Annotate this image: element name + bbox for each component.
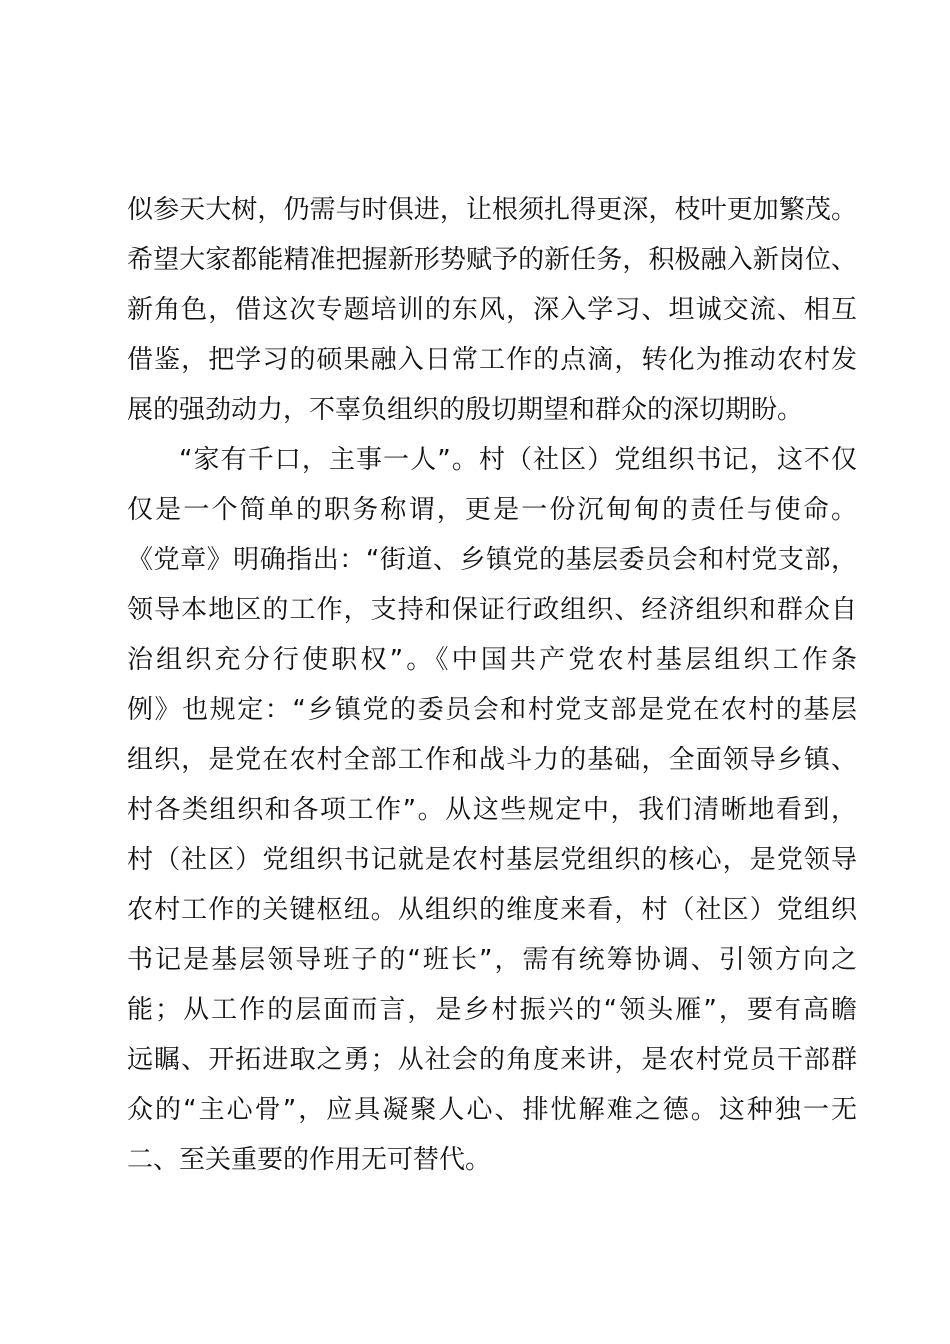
text-line: 希望大家都能精准把握新形势赋予的新任务，积极融入新岗位、 <box>127 245 857 275</box>
text-line: 借鉴，把学习的硕果融入日常工作的点滴，转化为推动农村发 <box>127 345 857 375</box>
text-line: 似参天大树，仍需与时俱进，让根须扎得更深，枝叶更加繁茂。 <box>127 195 857 225</box>
body-text <box>127 185 857 1185</box>
text-line: 领导本地区的工作，支持和保证行政组织、经济组织和群众自 <box>127 595 857 625</box>
text-line: 村各类组织和各项工作”。从这些规定中，我们清晰地看到， <box>127 795 857 825</box>
text-line: “家有千口，主事一人”。村（社区）党组织书记，这不仅 <box>179 445 857 475</box>
text-line: 能；从工作的层面而言，是乡村振兴的“领头雁”，要有高瞻 <box>127 995 857 1025</box>
text-line: 村（社区）党组织书记就是农村基层党组织的核心，是党领导 <box>127 845 857 875</box>
text-line: 农村工作的关键枢纽。从组织的维度来看，村（社区）党组织 <box>127 895 857 925</box>
text-line: 二、至关重要的作用无可替代。 <box>127 1145 492 1175</box>
text-line: 治组织充分行使职权”。《中国共产党农村基层组织工作条 <box>127 645 857 675</box>
text-line: 新角色，借这次专题培训的东风，深入学习、坦诚交流、相互 <box>127 295 857 325</box>
text-line: 组织，是党在农村全部工作和战斗力的基础，全面领导乡镇、 <box>127 745 857 775</box>
text-line: 众的“主心骨”，应具凝聚人心、排忧解难之德。这种独一无 <box>127 1095 857 1125</box>
text-line: 展的强劲动力，不辜负组织的殷切期望和群众的深切期盼。 <box>127 395 804 425</box>
text-line: 《党章》明确指出：“街道、乡镇党的基层委员会和村党支部， <box>127 545 857 575</box>
text-line: 书记是基层领导班子的“班长”，需有统筹协调、引领方向之 <box>127 945 857 975</box>
text-line: 例》也规定：“乡镇党的委员会和村党支部是党在农村的基层 <box>127 695 857 725</box>
text-line: 仅是一个简单的职务称谓，更是一份沉甸甸的责任与使命。 <box>127 495 857 525</box>
text-line: 远瞩、开拓进取之勇；从社会的角度来讲，是农村党员干部群 <box>127 1045 857 1075</box>
